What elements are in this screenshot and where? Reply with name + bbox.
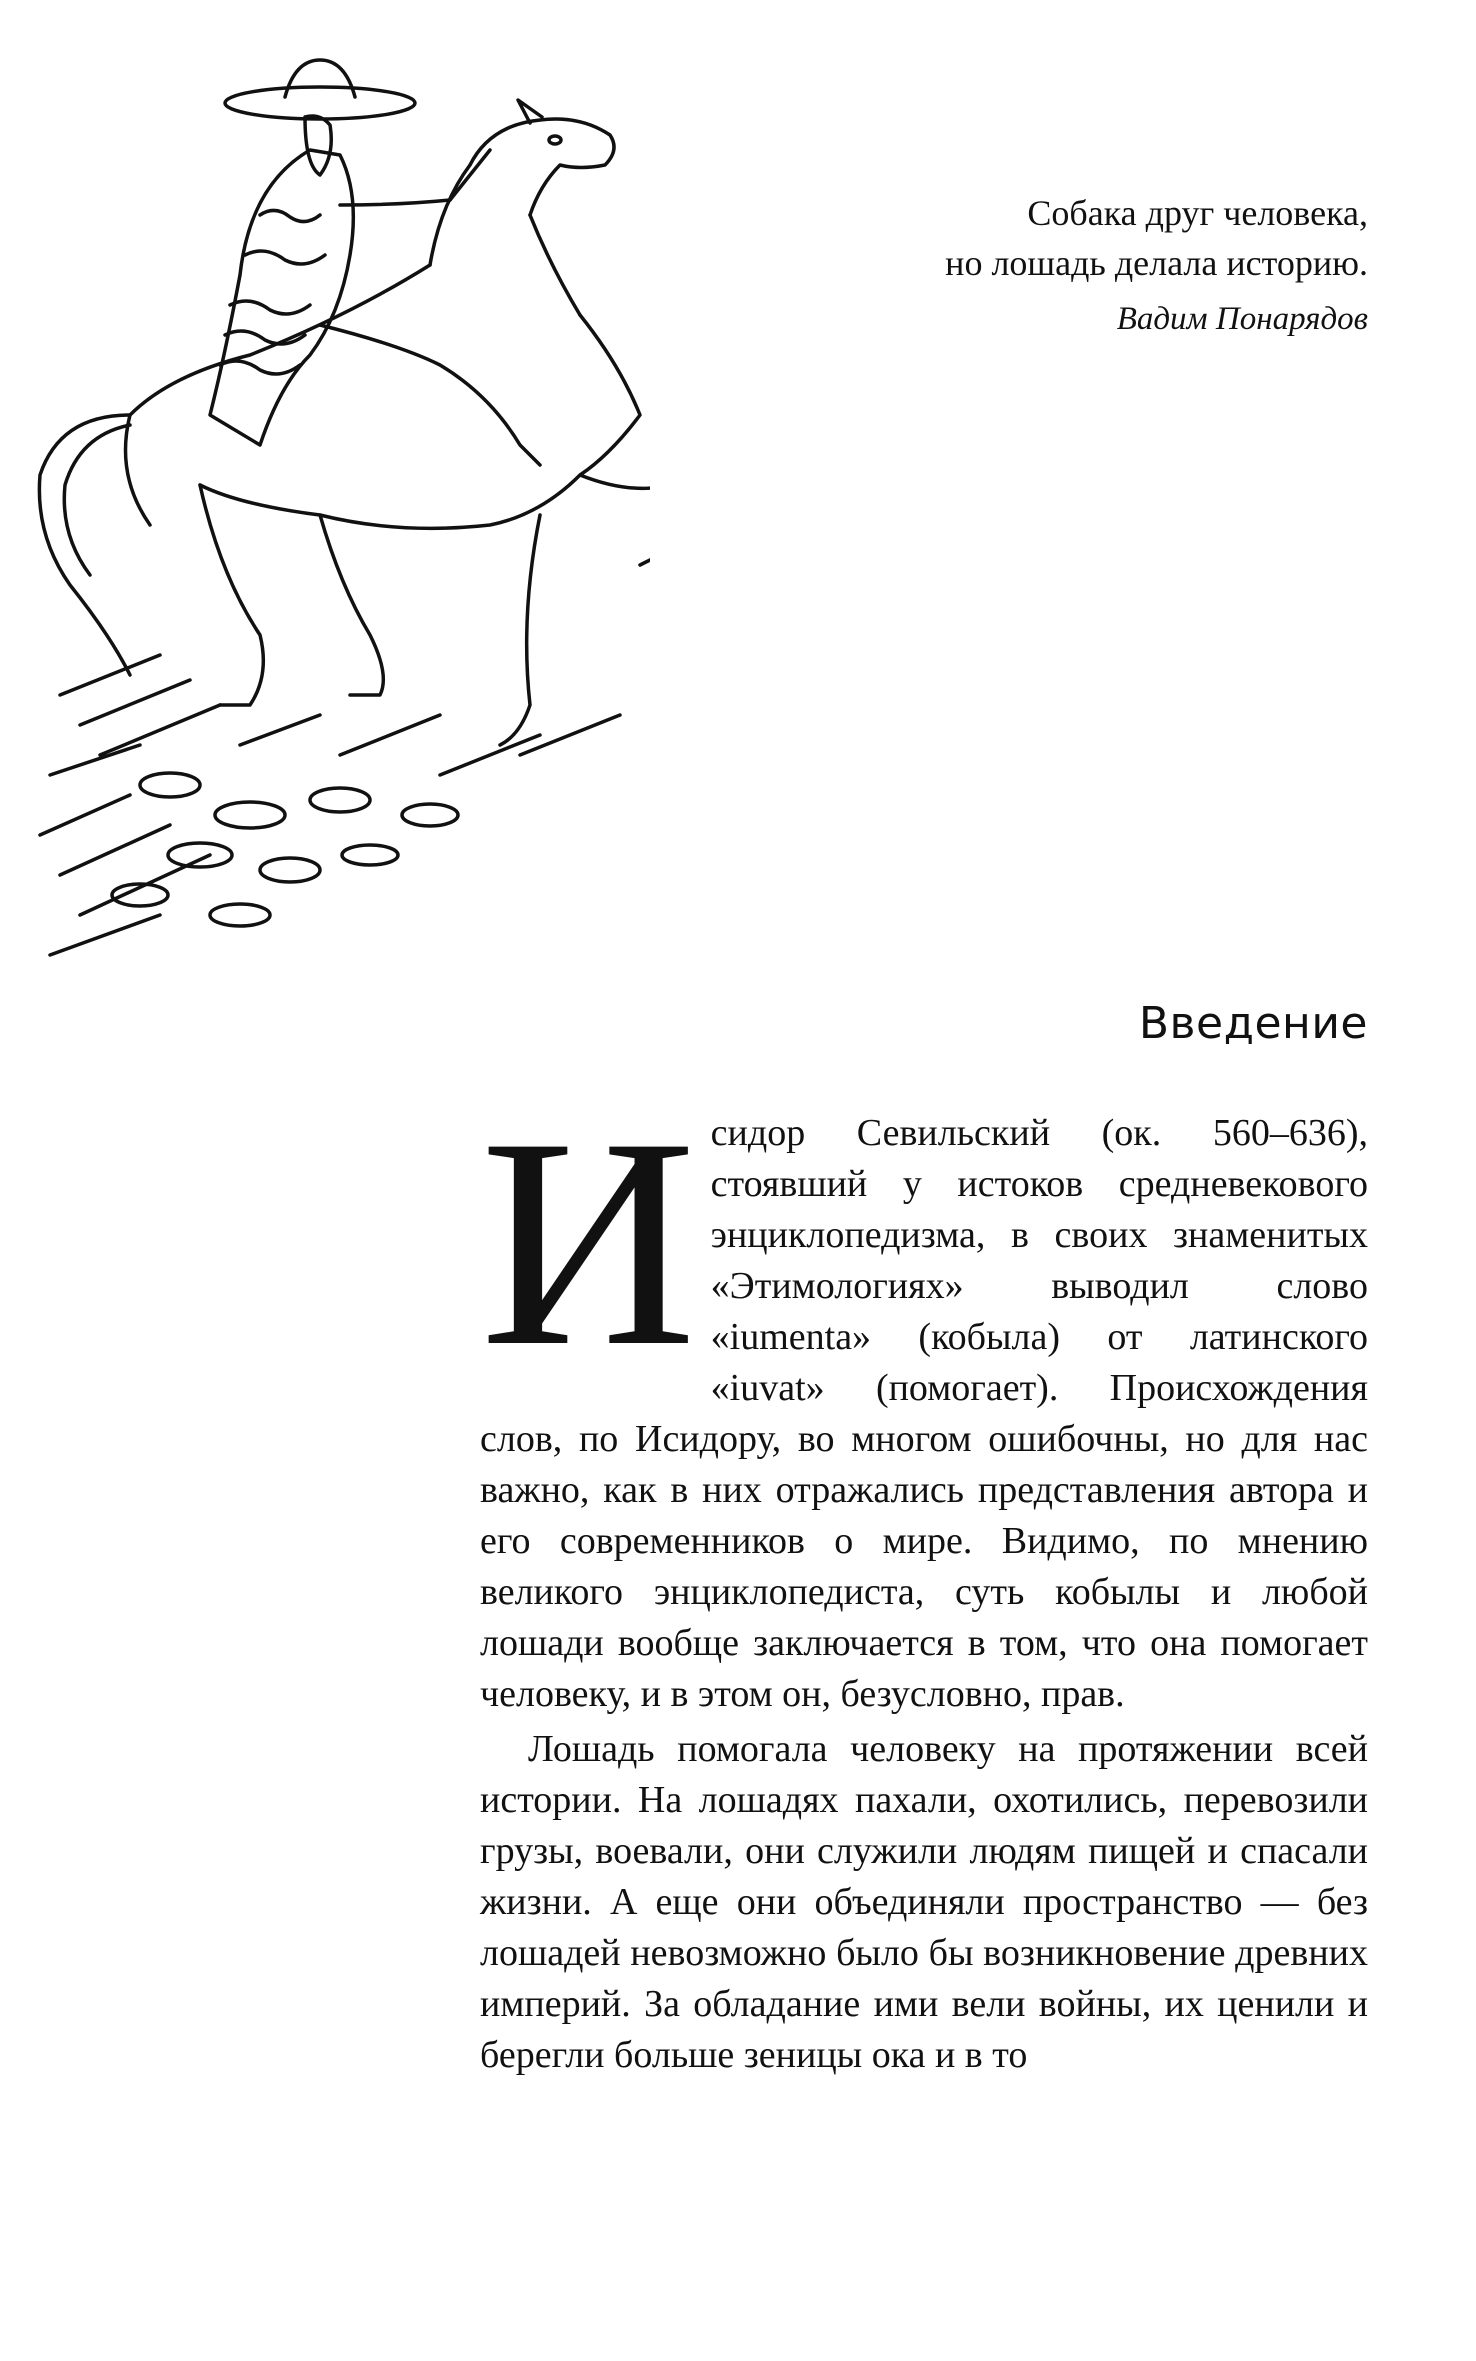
paragraph-2: Лошадь помогала человеку на протяжении всей истории. На лошадях пахали, охотились, перевозили грузы, воевали, они служили людям пищей и спасали жизни. А еще они объединяли пространство — без лошадей невозможно было бы возникновение древних империй. За обладание ими вели войны, их ценили и берегли больше зеницы ока и в то [480,1728,1368,2076]
body-text [480,1076,1368,2081]
rider-leg [320,325,540,465]
hat-brim [225,87,415,119]
drop-cap: И [480,1076,697,1408]
epigraph-line-2: но лошадь делала историю. [945,243,1368,283]
horse-tail [39,415,130,675]
horse-head [470,119,614,215]
paragraph-1 [480,1076,1368,1720]
hat-crown [285,60,355,97]
reins [450,150,490,200]
paragraph-1-text: сидор Севильский (ок. 560–636), стоявший у истоков средневекового энциклопедизма, в своих знаменитых «Этимологиях» выводил слово «iumenta» (кобыла) от латинского «iuvat» (помогает). Происхождения слов, по Исидору, во многом ошибочны, но для нас важно, как в них отражались представления автора и его современников о мире. Видимо, по мнению великого энциклопедиста, суть кобылы и любой лошади вообще заключается в том, что она помогает человеку, и в этом он, безусловно, прав. [480,1112,1368,1715]
horse-hind-leg-2 [200,485,263,705]
epigraph-author: Вадим Понарядов [1116,301,1368,337]
horse-neck [430,165,580,315]
poncho [210,150,353,445]
epigraph [768,188,1368,344]
horse-rider-illustration [20,55,650,985]
horse-eye [549,136,561,144]
horse-front-leg [580,475,650,565]
horse-front-leg-2 [500,515,540,745]
rider-head [305,116,331,175]
section-title: Введение [1138,998,1368,1049]
epigraph-line-1: Собака друг человека, [1027,193,1368,233]
rider-arm [340,200,450,205]
horse-hind-leg [320,515,383,695]
horse-body [126,265,641,528]
